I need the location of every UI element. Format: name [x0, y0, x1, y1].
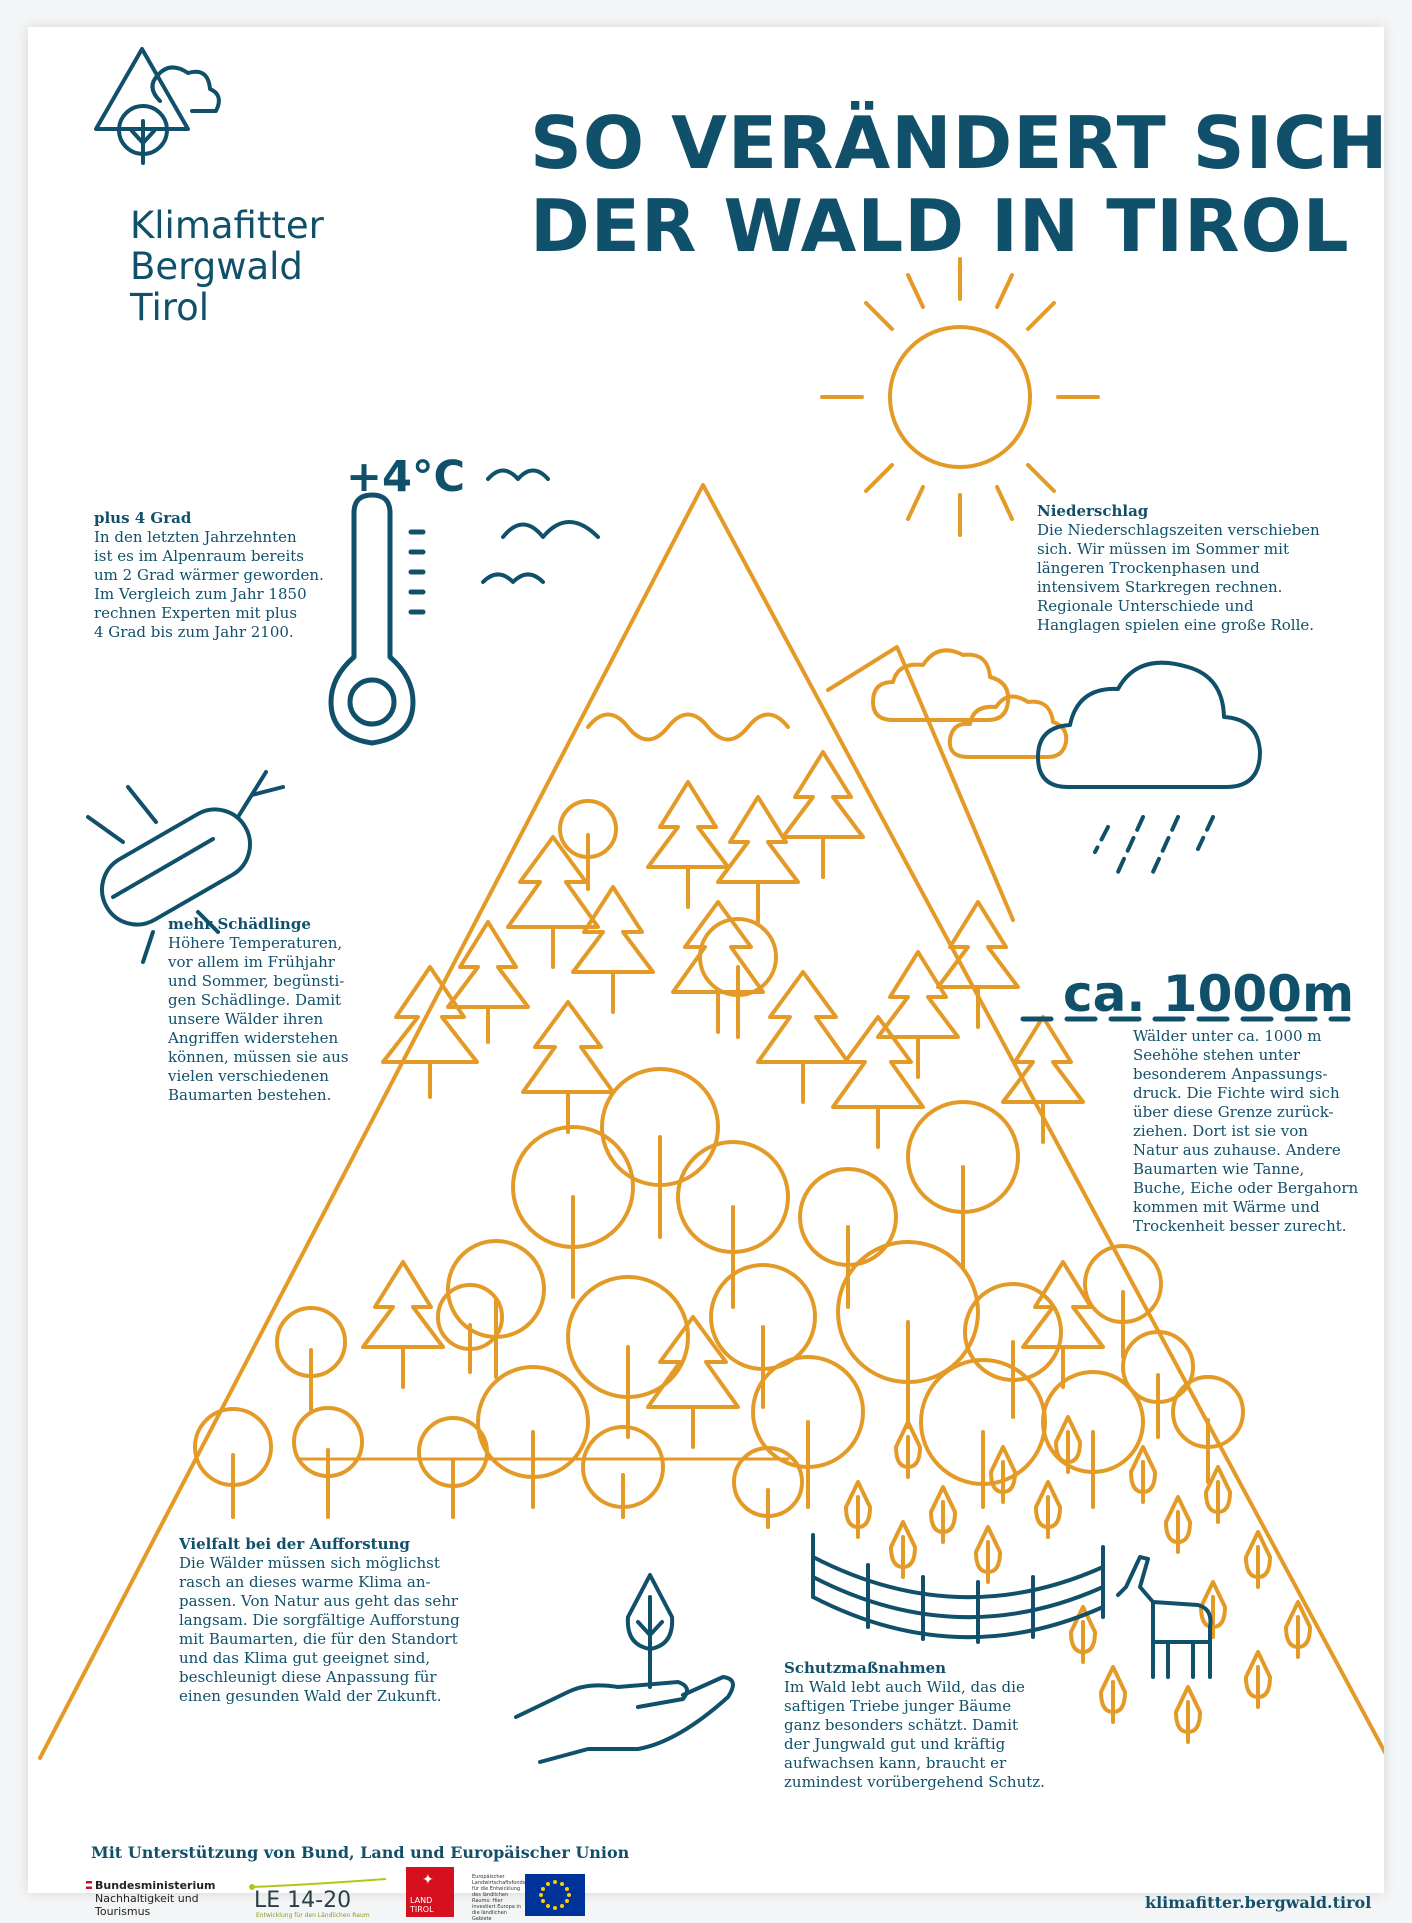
land-tirol-line: TIROL	[410, 1905, 434, 1914]
young-tree	[846, 1482, 870, 1537]
section-line: Seehöhe stehen unter	[1133, 1046, 1300, 1064]
sun-icon	[822, 259, 1098, 535]
section-line: passen. Von Natur aus geht das sehr	[179, 1592, 459, 1610]
tree-cloud-logo-icon	[96, 49, 219, 163]
section-line: Im Vergleich zum Jahr 1850	[94, 585, 307, 603]
conifer	[1003, 1017, 1083, 1142]
section-title: Schutzmaßnahmen	[784, 1659, 947, 1677]
deciduous-tree	[800, 1169, 896, 1307]
le-logo	[246, 1877, 392, 1919]
deciduous-tree	[513, 1127, 633, 1297]
section-line: besonderem Anpassungs-	[1133, 1065, 1328, 1083]
deciduous-tree	[678, 1142, 788, 1307]
section-line: einen gesunden Wald der Zukunft.	[179, 1687, 442, 1705]
eu-flag	[525, 1874, 585, 1916]
section-line: rasch an dieses warme Klima an-	[179, 1573, 431, 1591]
le-logo-subtext: Entwicklung für den Ländlichen Raum	[256, 1912, 370, 1919]
title-line: DER WALD IN TIROL	[530, 184, 1350, 268]
section-precipitation	[1037, 502, 1320, 635]
young-tree	[1166, 1497, 1190, 1552]
section-line: langsam. Die sorgfältige Aufforstung	[179, 1611, 460, 1629]
section-line: und das Klima gut geeignet sind,	[179, 1649, 431, 1667]
section-pests	[168, 915, 349, 1105]
eu-stars-icon	[525, 1874, 585, 1916]
section-line: können, müssen sie aus	[168, 1048, 349, 1066]
website-link[interactable]: klimafitter.bergwald.tirol	[1145, 1893, 1372, 1912]
birds-icon	[483, 471, 598, 583]
brand-name	[130, 205, 324, 328]
section-line: Baumarten bestehen.	[168, 1086, 332, 1104]
section-title: mehr Schädlinge	[168, 915, 311, 933]
austria-flag-icon	[86, 1881, 92, 1889]
ministry-line: Nachhaltigkeit und	[95, 1892, 199, 1905]
deciduous-tree	[448, 1241, 544, 1377]
cloud-icon	[873, 650, 1066, 757]
section-temperature	[94, 509, 324, 642]
section-line: und Sommer, begünsti-	[168, 972, 345, 990]
section-line: Hanglagen spielen eine große Rolle.	[1037, 616, 1315, 634]
deciduous-tree	[277, 1308, 345, 1412]
young-tree	[976, 1527, 1000, 1582]
deciduous-tree	[921, 1360, 1045, 1507]
conifer	[718, 797, 798, 922]
conifer	[648, 782, 728, 907]
thermometer-icon	[331, 495, 423, 743]
fence-icon	[813, 1535, 1103, 1642]
section-reforestation	[179, 1535, 460, 1706]
young-tree	[931, 1487, 955, 1542]
section-line: Wälder unter ca. 1000 m	[1133, 1027, 1322, 1045]
conifer	[648, 1317, 738, 1447]
deer-icon	[1118, 1557, 1211, 1677]
conifer	[878, 952, 958, 1077]
young-tree	[991, 1447, 1015, 1502]
section-line: sich. Wir müssen im Sommer mit	[1037, 540, 1289, 558]
section-line: Buche, Eiche oder Bergahorn	[1133, 1179, 1359, 1197]
conifer	[448, 922, 528, 1042]
section-line: um 2 Grad wärmer geworden.	[94, 566, 324, 584]
deciduous-tree	[711, 1265, 815, 1407]
land-tirol-logo	[406, 1867, 454, 1917]
brand-line: Bergwald	[130, 245, 303, 288]
section-line: gen Schädlinge. Damit	[168, 991, 342, 1009]
section-line: ziehen. Dort ist sie von	[1133, 1122, 1308, 1140]
section-line: kommen mit Wärme und	[1133, 1198, 1320, 1216]
conifer	[1023, 1262, 1103, 1387]
section-line: Trockenheit besser zurecht.	[1133, 1217, 1347, 1235]
page-title	[530, 102, 1389, 268]
section-line: beschleunigt diese Anpassung für	[179, 1668, 437, 1686]
section-line: Die Niederschlagszeiten verschieben	[1037, 521, 1320, 539]
eagle-icon: ✦	[422, 1872, 434, 1888]
section-line: Baumarten wie Tanne,	[1133, 1160, 1305, 1178]
brand-line: Tirol	[130, 286, 210, 329]
conifer	[938, 902, 1018, 1027]
section-title: plus 4 Grad	[94, 509, 192, 527]
section-line: rechnen Experten mit plus	[94, 604, 298, 622]
section-line: intensivem Starkregen rechnen.	[1037, 578, 1283, 596]
conifer	[783, 752, 863, 877]
section-line: unsere Wälder ihren	[168, 1010, 324, 1028]
deciduous-tree	[419, 1418, 487, 1517]
conifer	[758, 972, 848, 1102]
deciduous-tree	[583, 1427, 663, 1517]
ministry-line: Bundesministerium	[95, 1879, 216, 1892]
hand-seedling-icon	[516, 1575, 733, 1762]
young-tree	[1246, 1652, 1270, 1707]
section-altitude	[1133, 1027, 1358, 1236]
section-title: Vielfalt bei der Aufforstung	[179, 1535, 410, 1553]
section-line: ist es im Alpenraum bereits	[94, 547, 305, 565]
deciduous-tree	[294, 1408, 362, 1517]
ministry-logo	[95, 1879, 216, 1918]
altitude-label: ca. 1000m	[1063, 965, 1355, 1023]
young-tree	[896, 1422, 920, 1477]
section-line: vielen verschiedenen	[168, 1067, 329, 1085]
support-note: Mit Unterstützung von Bund, Land und Europäischer Union	[91, 1843, 630, 1862]
section-line: aufwachsen kann, braucht er	[784, 1754, 1007, 1772]
section-line: 4 Grad bis zum Jahr 2100.	[94, 623, 294, 641]
brand-line: Klimafitter	[130, 204, 324, 247]
section-title: Niederschlag	[1037, 502, 1149, 520]
section-line: ganz besonders schätzt. Damit	[784, 1716, 1019, 1734]
land-tirol-text	[410, 1896, 434, 1914]
section-line: vor allem im Frühjahr	[168, 953, 335, 971]
section-protection	[784, 1659, 1045, 1792]
young-tree	[1101, 1667, 1125, 1722]
section-line: Angriffen widerstehen	[168, 1029, 339, 1047]
deciduous-tree	[838, 1242, 978, 1427]
section-line: In den letzten Jahrzehnten	[94, 528, 297, 546]
eu-fund-text: Europäischer Landwirtschaftsfonds für die Entwicklung des ländlichen Raums: Hier investiert Europa in die ländlichen Gebiete	[472, 1874, 526, 1922]
deciduous-tree	[195, 1409, 271, 1517]
section-line: Natur aus zuhause. Andere	[1133, 1141, 1341, 1159]
le-logo-text: LE 14-20	[254, 1888, 352, 1913]
deciduous-tree	[478, 1367, 588, 1507]
section-line: längeren Trockenphasen und	[1037, 559, 1260, 577]
young-tree	[1246, 1532, 1270, 1587]
section-line: Im Wald lebt auch Wild, das die	[784, 1678, 1025, 1696]
deciduous-tree	[1123, 1332, 1193, 1437]
young-tree	[1176, 1687, 1200, 1742]
section-line: saftigen Triebe junger Bäume	[784, 1697, 1012, 1715]
section-line: der Jungwald gut und kräftig	[784, 1735, 1006, 1753]
poster	[28, 27, 1389, 1922]
section-line: druck. Die Fichte wird sich	[1133, 1084, 1340, 1102]
ministry-line: Tourismus	[95, 1905, 151, 1918]
section-line: Regionale Unterschiede und	[1037, 597, 1254, 615]
young-tree	[1036, 1482, 1060, 1537]
temperature-label: +4°C	[346, 452, 466, 502]
conifer	[363, 1262, 443, 1387]
young-tree	[891, 1522, 915, 1577]
section-line: mit Baumarten, die für den Standort	[179, 1630, 458, 1648]
deciduous-tree	[753, 1357, 863, 1507]
land-tirol-line: LAND	[410, 1896, 433, 1905]
mountain-secondary	[828, 647, 1013, 920]
rain-cloud-icon	[1038, 663, 1260, 872]
young-tree	[1056, 1417, 1080, 1472]
section-line: Höhere Temperaturen,	[168, 934, 343, 952]
deciduous-tree	[560, 801, 616, 889]
deciduous-tree	[700, 919, 776, 1037]
young-tree	[1131, 1447, 1155, 1502]
section-line: Die Wälder müssen sich möglichst	[179, 1554, 440, 1572]
section-line: zumindest vorübergehend Schutz.	[784, 1773, 1045, 1791]
section-line: über diese Grenze zurück-	[1133, 1103, 1334, 1121]
title-line: SO VERÄNDERT SICH	[530, 101, 1389, 185]
snow-line	[588, 715, 788, 740]
conifer	[523, 1002, 613, 1132]
